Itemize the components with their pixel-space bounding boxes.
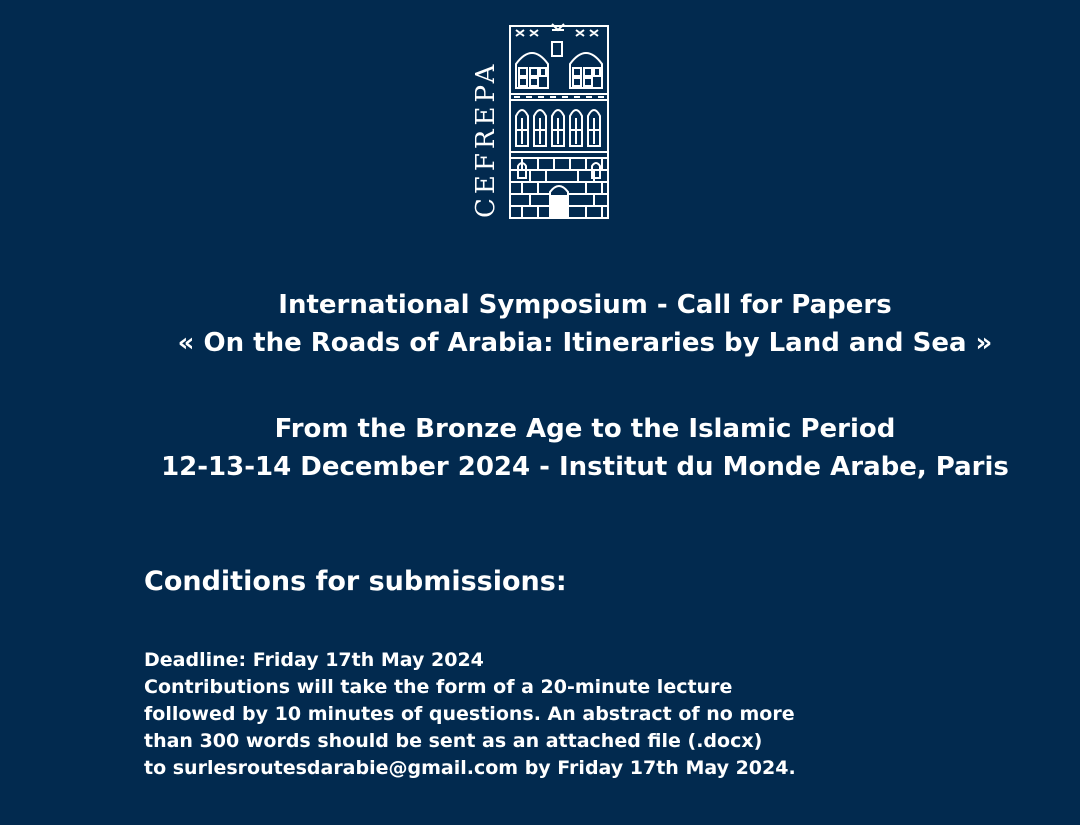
conditions-line: Contributions will take the form of a 20-minute lecture <box>144 676 733 698</box>
conditions-body <box>144 647 796 782</box>
logo-wordmark-text: CEFREPA <box>471 60 501 218</box>
yemeni-tower-house-icon <box>466 20 614 222</box>
conditions-title: Conditions for submissions: <box>144 566 567 597</box>
heading-line-1: International Symposium - Call for Papers <box>278 290 892 320</box>
conditions-line: to surlesroutesdarabie@gmail.com by Friday 17th May 2024. <box>144 757 796 779</box>
heading-line-4: 12-13-14 December 2024 - Institut du Monde Arabe, Paris <box>161 452 1009 482</box>
conditions-line: followed by 10 minutes of questions. An abstract of no more <box>144 703 795 725</box>
symposium-subheading <box>110 410 1060 486</box>
deadline-text: Deadline: Friday 17th May 2024 <box>144 649 484 671</box>
heading-line-3: From the Bronze Age to the Islamic Period <box>274 414 896 444</box>
conditions-line: than 300 words should be sent as an attached file (.docx) <box>144 730 763 752</box>
symposium-heading <box>110 286 1060 362</box>
heading-line-2: « On the Roads of Arabia: Itineraries by Land and Sea » <box>177 328 993 358</box>
